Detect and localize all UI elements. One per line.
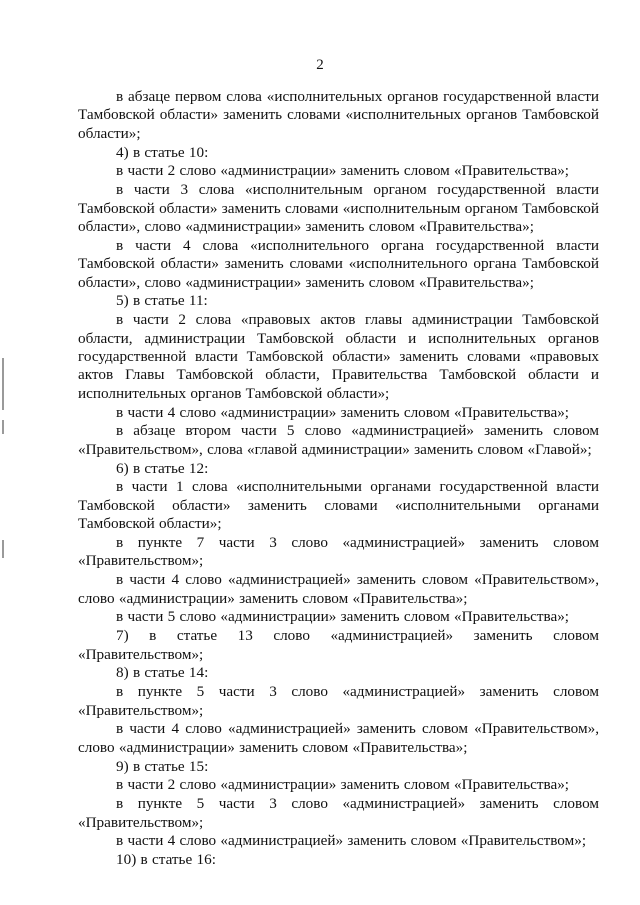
paragraph: в пункте 5 части 3 слово «администрацией» заменить словом «Правительством»;	[78, 683, 599, 719]
paragraph: в части 2 слово «администрации» заменить словом «Правительства»;	[116, 776, 570, 794]
scan-margin-mark	[2, 540, 4, 558]
list-item-heading: 10) в статье 16:	[116, 851, 216, 869]
scan-margin-mark	[2, 358, 4, 410]
scan-margin-mark	[2, 420, 4, 434]
paragraph: в части 2 слова «правовых актов главы администрации Тамбовской области, администрации Тамбовской области и исполнительных органов государственной власти Тамбовской области» заменить словами «правовых актов Главы Тамбовской области, Правительства Тамбовской области и исполнительных органов Тамбовской области»;	[78, 311, 599, 402]
list-item-heading: 6) в статье 12:	[116, 459, 209, 477]
paragraph: в части 4 слово «администрацией» заменить словом «Правительством», слово «администрации» заменить словом «Правительства»;	[78, 571, 599, 607]
paragraph: в части 1 слова «исполнительными органами государственной власти Тамбовской области» заменить словами «исполнительными органами Тамбовской области»;	[78, 478, 599, 533]
paragraph: в части 4 слово «администрацией» заменить словом «Правительством»;	[116, 832, 587, 850]
list-item-heading: 5) в статье 11:	[116, 292, 208, 310]
paragraph: в части 5 слово «администрации» заменить словом «Правительства»;	[116, 608, 570, 626]
paragraph: в абзаце втором части 5 слово «администрацией» заменить словом «Правительством», слова «главой администрации» заменить словом «Главой»;	[78, 422, 599, 458]
paragraph: в части 3 слова «исполнительным органом государственной власти Тамбовской области» заменить словами «исполнительным органом Тамбовской области», слово «администрации» заменить словом «Правительства»;	[78, 181, 599, 236]
paragraph: в части 4 слово «администрации» заменить словом «Правительства»;	[116, 403, 570, 421]
list-item-heading: 4) в статье 10:	[116, 143, 209, 161]
paragraph: в части 4 слова «исполнительного органа государственной власти Тамбовской области» заменить словами «исполнительного органа Тамбовской области», слово «администрации» заменить словом «Правительства»;	[78, 236, 599, 291]
document-body	[78, 88, 599, 870]
paragraph: в пункте 5 части 3 слово «администрацией» заменить словом «Правительством»;	[78, 795, 599, 831]
page-number: 2	[316, 57, 324, 73]
list-item-heading: 9) в статье 15:	[116, 757, 209, 775]
paragraph: в абзаце первом слова «исполнительных органов государственной власти Тамбовской области» заменить словами «исполнительных органов Тамбовской области»;	[78, 88, 599, 142]
paragraph: 7) в статье 13 слово «администрацией» заменить словом «Правительством»;	[78, 627, 599, 663]
list-item-heading: 8) в статье 14:	[116, 664, 209, 682]
paragraph: в пункте 7 части 3 слово «администрацией» заменить словом «Правительством»;	[78, 534, 599, 570]
paragraph: в части 4 слово «администрацией» заменить словом «Правительством», слово «администрации» заменить словом «Правительства»;	[78, 720, 599, 756]
paragraph: в части 2 слово «администрации» заменить словом «Правительства»;	[116, 162, 570, 180]
